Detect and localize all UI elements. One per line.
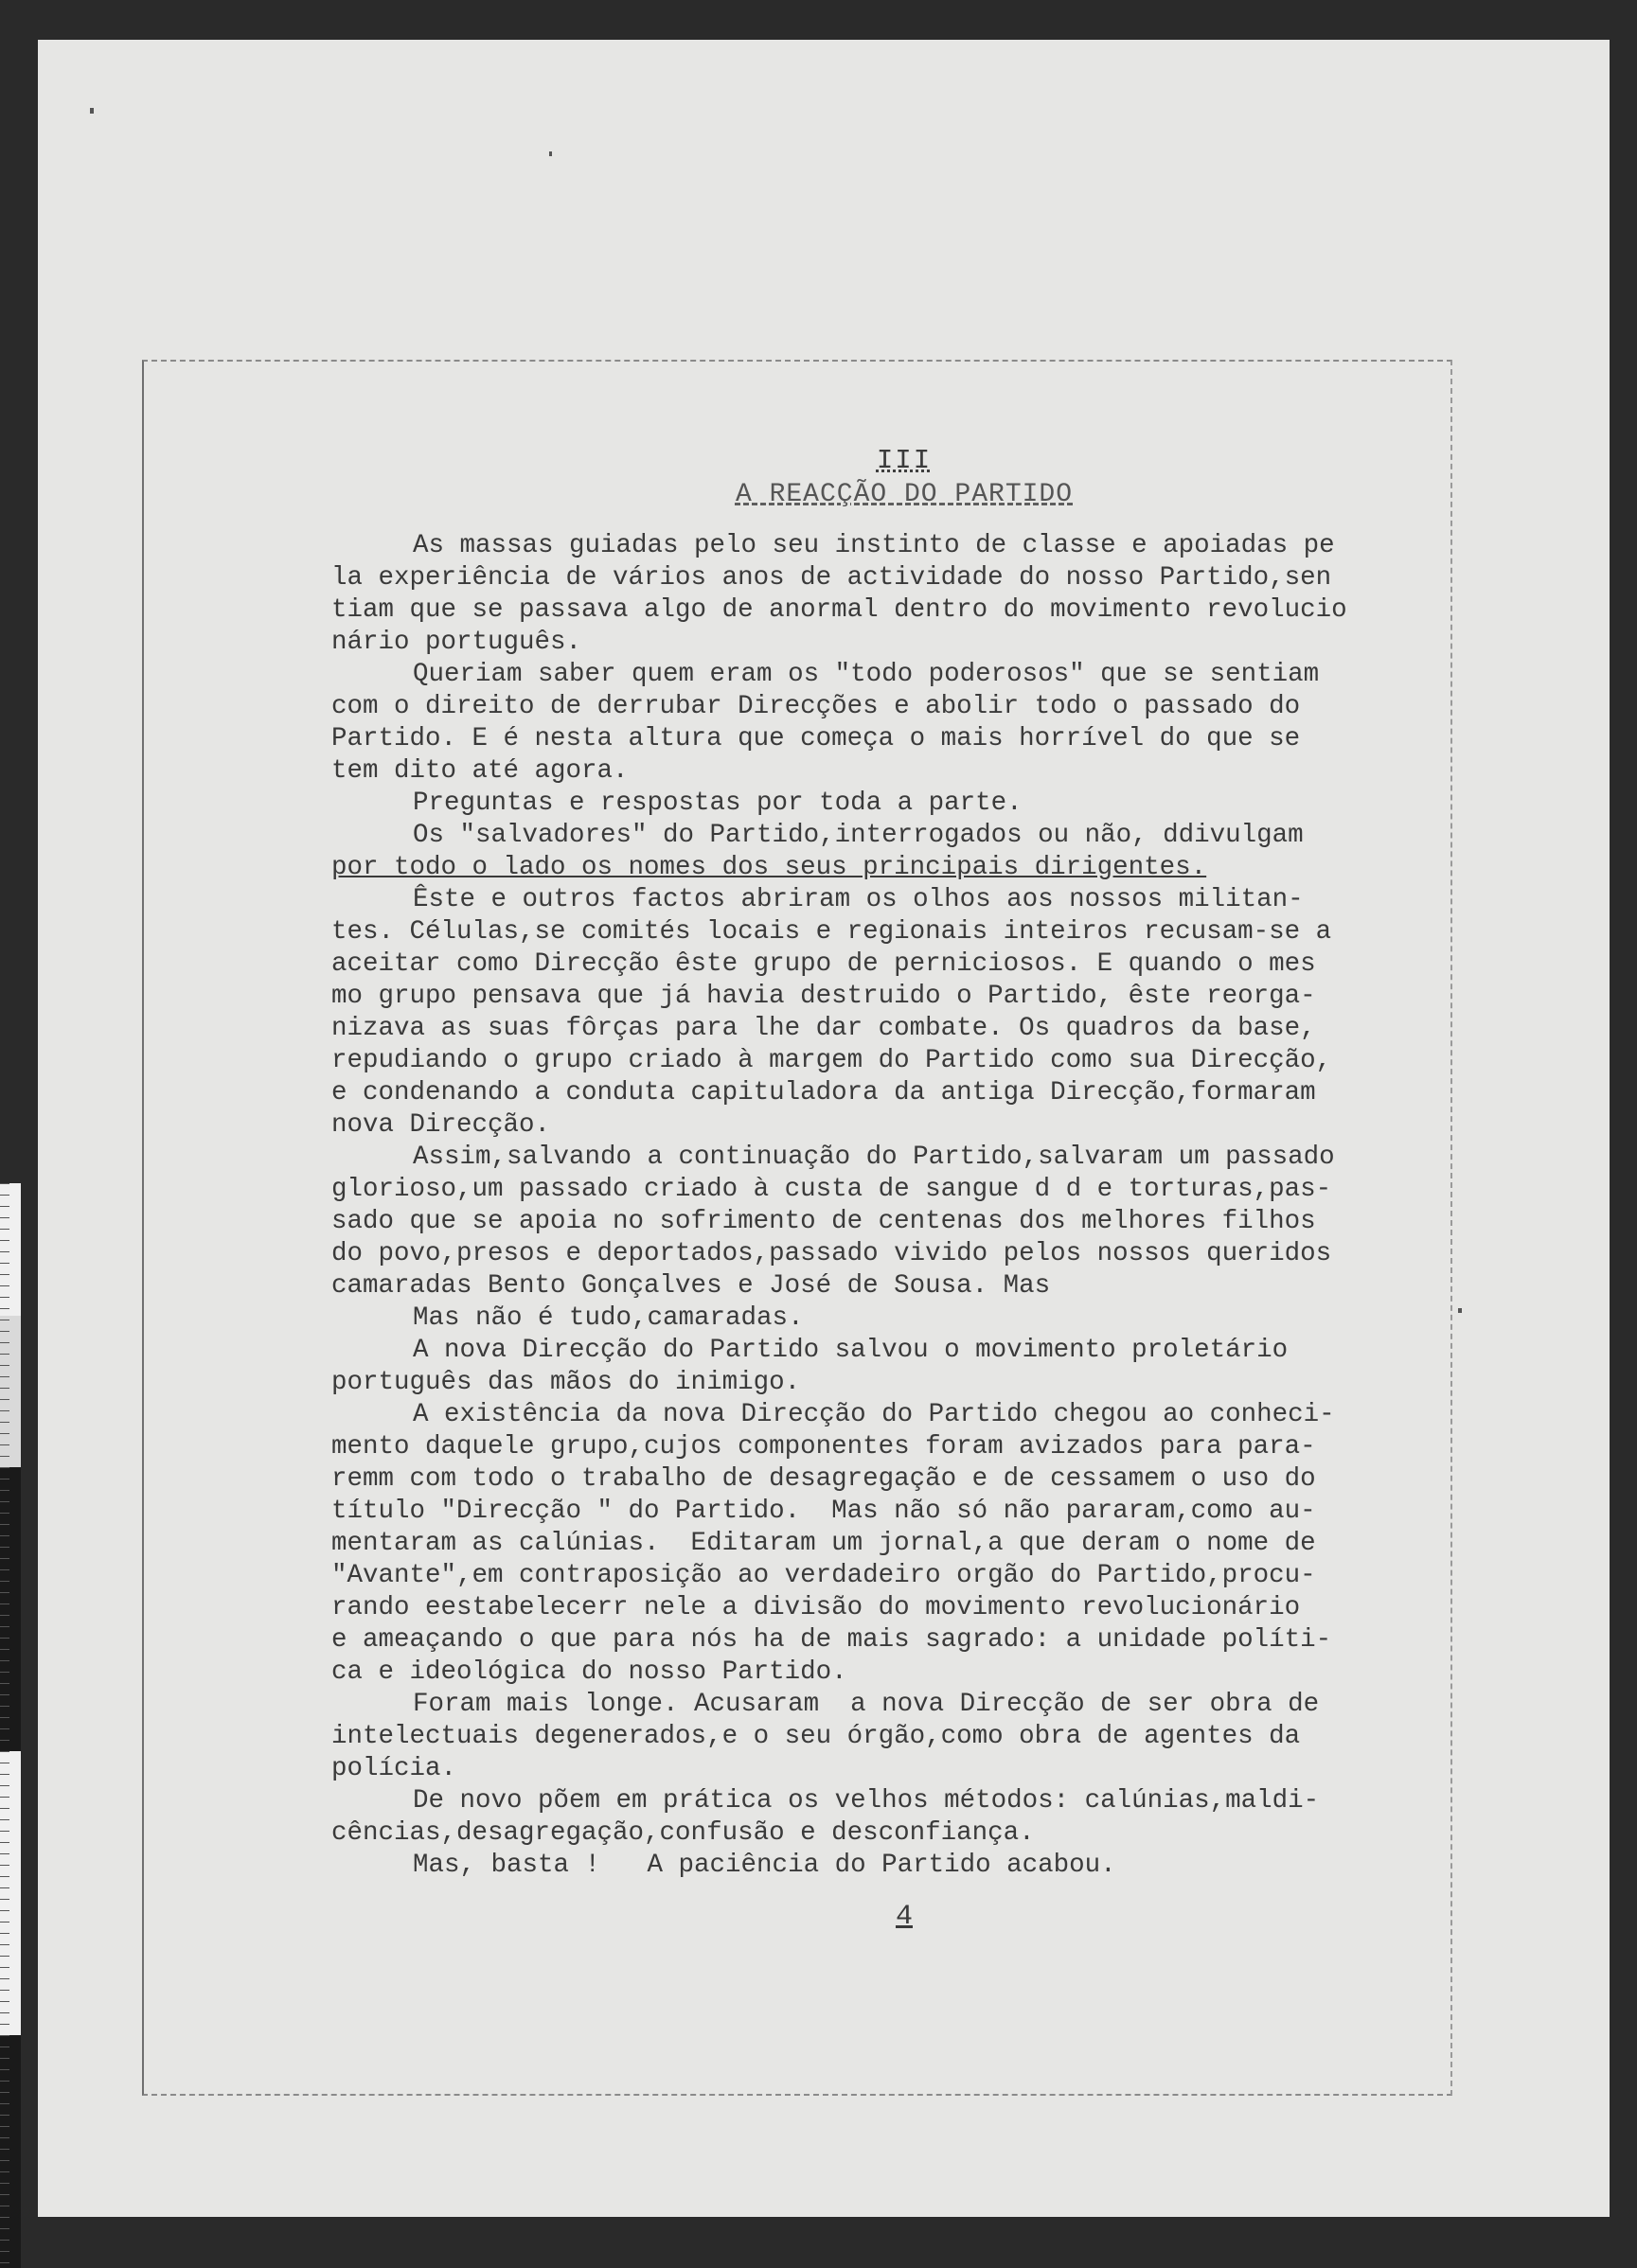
text-line: com o direito de derrubar Direcções e abolir todo o passado do [331, 692, 1301, 721]
text-line: repudiando o grupo criado à margem do Partido como sua Direcção, [331, 1046, 1332, 1075]
text-line: camaradas Bento Gonçalves e José de Sousa. Mas [331, 1271, 1051, 1301]
text-line: As massas guiadas pelo seu instinto de classe e apoiadas pe [413, 531, 1335, 560]
text-line: Partido. E é nesta altura que começa o mais horrível do que se [331, 724, 1301, 753]
text-line: nizava as suas fôrças para lhe dar combate. Os quadros da base, [331, 1014, 1316, 1043]
scale-ruler [0, 1183, 21, 2268]
text-line: e condenando a conduta capituladora da antiga Direcção,formaram [331, 1078, 1316, 1107]
text-line: intelectuais degenerados,e o seu órgão,como obra de agentes da [331, 1722, 1301, 1751]
text-line: polícia. [331, 1754, 457, 1783]
text-line: glorioso,um passado criado à custa de sangue d d e torturas,pas- [331, 1175, 1332, 1204]
text-line: Preguntas e respostas por toda a parte. [413, 788, 1023, 818]
text-line: Êste e outros factos abriram os olhos aos nossos militan- [413, 885, 1304, 914]
text-line: A nova Direcção do Partido salvou o movimento proletário [413, 1336, 1289, 1365]
speck [1458, 1308, 1462, 1313]
text-line: Mas, basta ! A paciência do Partido acabou. [413, 1851, 1116, 1880]
text-line: remm com todo o trabalho de desagregação e de cessamem o uso do [331, 1464, 1316, 1494]
text-line: A existência da nova Direcção do Partido chegou ao conheci- [413, 1400, 1335, 1429]
text-line: tiam que se passava algo de anormal dentro do movimento revolucio [331, 595, 1347, 625]
text-line-underlined: por todo o lado os nomes dos seus principais dirigentes. [331, 853, 1207, 882]
text-line: tes. Células,se comités locais e regionais inteiros recusam-se a [331, 917, 1332, 947]
text-line: título "Direcção " do Partido. Mas não só não pararam,como au- [331, 1497, 1316, 1526]
text-line: ca e ideológica do nosso Partido. [331, 1657, 847, 1687]
text-line: rando eestabelecerr nele a divisão do movimento revolucionário [331, 1593, 1301, 1622]
typewritten-text [331, 445, 1347, 1933]
text-line: De novo põem em prática os velhos métodos: calúnias,maldi- [413, 1786, 1320, 1816]
ruler-ticks [0, 1183, 9, 2268]
text-line: Mas não é tudo,camaradas. [413, 1303, 804, 1333]
chapter-title: A REACÇÃO DO PARTIDO [735, 480, 1074, 509]
text-line: nário português. [331, 628, 582, 657]
text-line: mo grupo pensava que já havia destruido o Partido, êste reorga- [331, 982, 1316, 1011]
text-line: la experiência de vários anos de actividade do nosso Partido,sen [331, 563, 1332, 593]
text-line: "Avante",em contraposição ao verdadeiro orgão do Partido,procu- [331, 1561, 1316, 1590]
text-line: tem dito até agora. [331, 756, 629, 786]
text-line: sado que se apoia no sofrimento de centenas dos melhores filhos [331, 1207, 1316, 1236]
text-line: Queriam saber quem eram os "todo poderosos" que se sentiam [413, 660, 1320, 689]
speck [549, 151, 552, 156]
text-line: português das mãos do inimigo. [331, 1368, 801, 1397]
text-line: aceitar como Direcção êste grupo de perniciosos. E quando o mes [331, 949, 1316, 979]
text-line: Foram mais longe. Acusaram a nova Direcção de ser obra de [413, 1690, 1320, 1719]
text-line: do povo,presos e deportados,passado vivido pelos nossos queridos [331, 1239, 1332, 1268]
page-number: 4 [895, 1901, 913, 1933]
text-line: cências,desagregação,confusão e desconfiança. [331, 1818, 1035, 1848]
text-line: nova Direcção. [331, 1110, 551, 1140]
text-line: Assim,salvando a continuação do Partido,salvaram um passado [413, 1143, 1335, 1172]
text-line: mento daquele grupo,cujos componentes foram avizados para para- [331, 1432, 1316, 1462]
text-line: e ameaçando o que para nós ha de mais sagrado: a unidade políti- [331, 1625, 1332, 1655]
chapter-number: III [876, 445, 933, 476]
text-line: mentaram as calúnias. Editaram um jornal,a que deram o nome de [331, 1529, 1316, 1558]
speck [90, 108, 94, 114]
text-line: Os "salvadores" do Partido,interrogados ou não, ddivulgam [413, 821, 1304, 850]
